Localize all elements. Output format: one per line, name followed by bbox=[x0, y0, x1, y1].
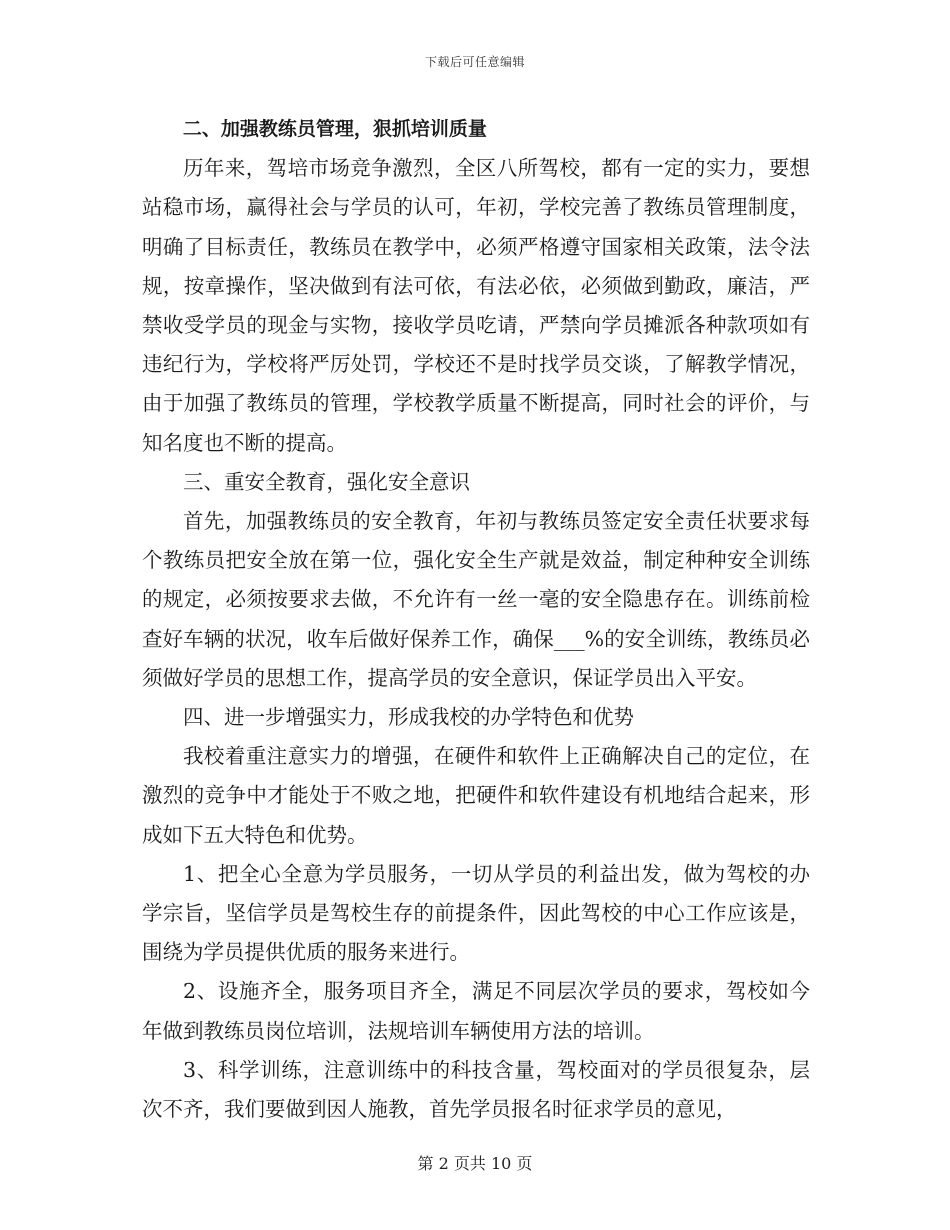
document-body bbox=[142, 110, 810, 1129]
section-heading-3: 三、重安全教育，强化安全意识 bbox=[183, 469, 470, 494]
paragraph: 我校着重注意实力的增强，在硬件和软件上正确解决自己的定位，在激烈的竞争中才能处于不败之地，把硬件和软件建设有机地结合起来，形成如下五大特色和优势。 bbox=[142, 744, 810, 847]
paragraph: 历年来，驾培市场竞争激烈，全区八所驾校，都有一定的实力，要想站稳市场，赢得社会与学员的认可，年初，学校完善了教练员管理制度，明确了目标责任，教练员在教学中，必须严格遵守国家相关政策，法令法规，按章操作，坚决做到有法可依，有法必依，必须做到勤政，廉洁，严禁收受学员的现金与实物，接收学员吃请，严禁向学员摊派各种款项如有违纪行为，学校将严厉处罚，学校还不是时找学员交谈，了解教学情况，由于加强了教练员的管理，学校教学质量不断提高，同时社会的评价，与知名度也不断的提高。 bbox=[142, 156, 810, 455]
list-item: 1、把全心全意为学员服务，一切从学员的利益出发，做为驾校的办学宗旨，坚信学员是驾校生存的前提条件，因此驾校的中心工作应该是，围绕为学员提供优质的服务来进行。 bbox=[142, 861, 810, 965]
paragraph: 首先，加强教练员的安全教育，年初与教练员签定安全责任状要求每个教练员把安全放在第一位，强化安全生产就是效益，制定种种安全训练的规定，必须按要求去做，不允许有一丝一毫的安全隐患存在。训练前检查好车辆的状况，收车后做好保养工作，确保___%的安全训练，教练员必须做好学员的思想工作，提高学员的安全意识，保证学员出入平安。 bbox=[142, 509, 810, 690]
section-heading-2: 二、加强教练员管理，狠抓培训质量 bbox=[182, 118, 487, 140]
section-heading-4: 四、进一步增强实力，形成我校的办学特色和优势 bbox=[183, 705, 634, 730]
page-number: 第 2 页共 10 页 bbox=[417, 1154, 533, 1173]
list-item: 2、设施齐全，服务项目齐全，满足不同层次学员的要求，驾校如今年做到教练员岗位培训，法规培训车辆使用方法的培训。 bbox=[142, 979, 810, 1043]
list-item: 3、科学训练，注意训练中的科技含量，驾校面对的学员很复杂，层次不齐，我们要做到因人施教，首先学员报名时征求学员的意见， bbox=[142, 1057, 810, 1122]
page-header: 下载后可任意编辑 bbox=[424, 55, 525, 69]
